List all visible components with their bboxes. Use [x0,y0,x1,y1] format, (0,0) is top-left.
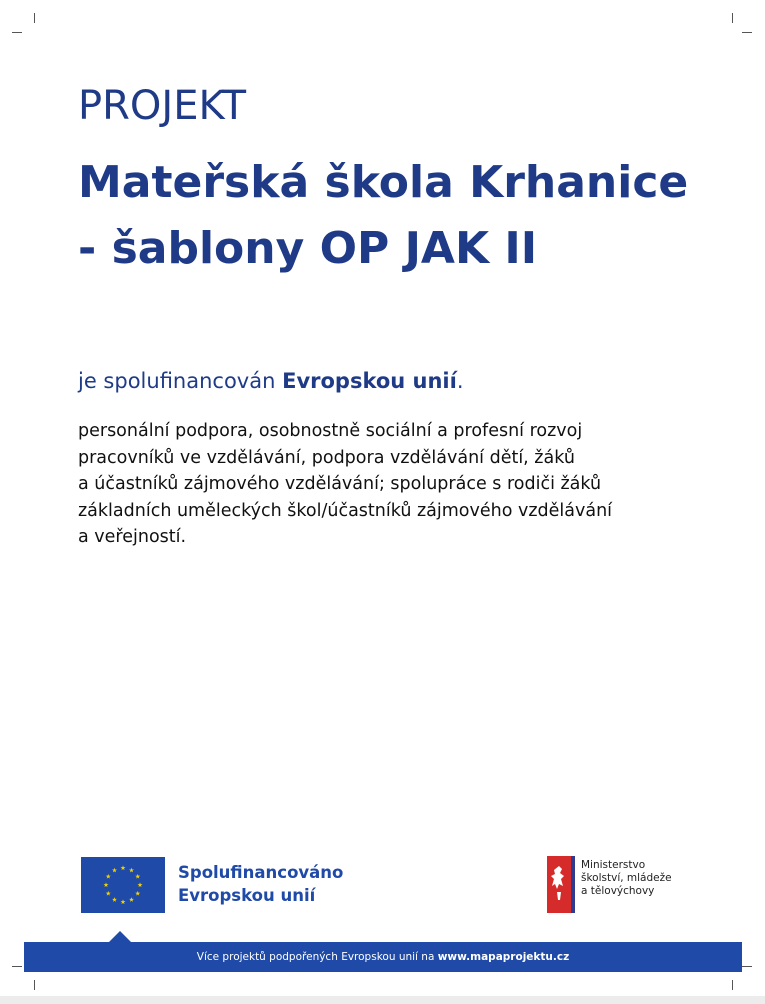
eu-cofinanced-text [178,861,343,907]
description-line: personální podpora, osobnostně sociální a profesní rozvoj [78,421,583,441]
ministry-line3: a tělovýchovy [581,885,655,897]
ministry-emblem-icon [547,856,575,913]
eu-star-icon [121,899,126,904]
eu-star-icon [106,891,111,896]
crop-mark [732,980,733,990]
footer-link[interactable]: www.mapaprojektu.cz [437,951,570,963]
eu-star-icon [106,874,111,879]
eu-star-icon [129,868,134,873]
eu-star-icon [135,874,140,879]
crop-mark [34,980,35,990]
ministry-name [581,859,672,898]
footer-text [24,942,742,972]
ministry-line2: školství, mládeže [581,872,672,884]
eu-star-icon [104,882,109,887]
eu-star-icon [121,865,126,870]
eu-stars-icon [81,857,165,913]
eu-text-line2: Evropskou unií [178,886,316,905]
ministry-line1: Ministerstvo [581,859,646,871]
description-line: a veřejností. [78,527,187,547]
eu-star-icon [112,868,117,873]
description-line: pracovníků ve vzdělávání, podpora vzdělávání dětí, žáků [78,447,575,468]
project-title: Mateřská škola Krhanice - šablony OP JAK II [78,157,689,274]
eu-flag-icon [81,857,165,913]
cofinanced-prefix: je spolufinancován [78,369,283,393]
eu-star-icon [129,897,134,902]
crop-mark [742,32,752,33]
crop-mark [732,13,733,23]
eu-star-icon [135,891,140,896]
cofinanced-highlight: Evropskou unií [282,369,457,393]
crop-mark [12,32,22,33]
crop-mark [742,966,752,967]
crop-mark [34,13,35,23]
footer-notch [109,931,131,942]
eu-star-icon [112,897,117,902]
cofinanced-statement [78,366,464,396]
footer-prefix: Více projektů podpořených Evropskou unií na [196,951,438,963]
crop-mark [12,966,22,967]
projekt-label: PROJEKT [78,83,247,129]
eu-star-icon [138,882,143,887]
footer-bar [24,942,742,972]
eu-text-line1: Spolufinancováno [178,863,344,882]
description-line: a účastníků zájmového vzdělávání; spolupráce s rodiči žáků [78,474,602,494]
project-description [78,418,678,551]
description-line: základních uměleckých škol/účastníků zájmového vzdělávání [78,500,613,521]
cofinanced-suffix: . [456,369,464,393]
